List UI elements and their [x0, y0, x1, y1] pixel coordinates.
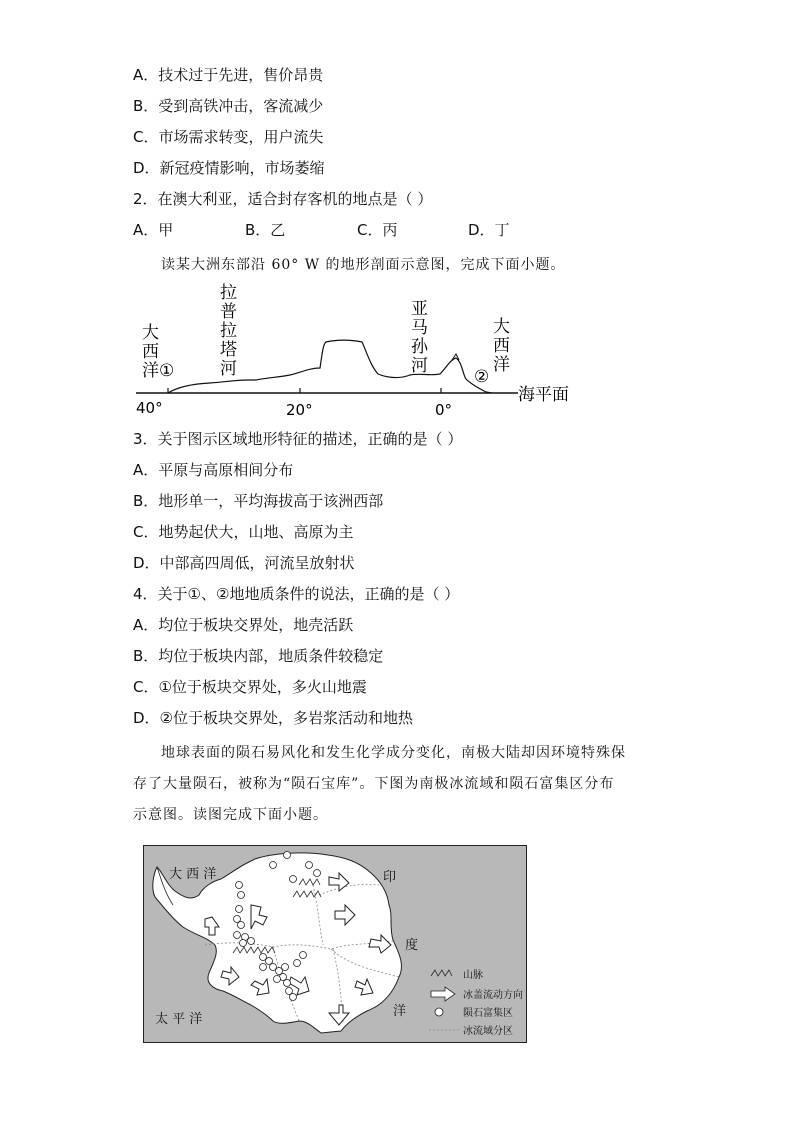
- plata-char-4: 塔: [220, 340, 237, 360]
- q4-option-a[interactable]: A．均位于板块交界处，地壳活跃: [133, 616, 354, 634]
- amazon-char-1: 亚: [411, 299, 428, 319]
- q4-stem: 4．关于①、②地地质条件的说法，正确的是（ ）: [133, 585, 460, 603]
- point-1-label: ①: [159, 361, 175, 381]
- plata-char-3: 拉: [220, 321, 237, 341]
- amazon-char-2: 马: [411, 318, 428, 338]
- legend-flow-label: 冰盖流动方向: [463, 990, 523, 1001]
- q1-option-c[interactable]: C．市场需求转变，用户流失: [133, 128, 324, 146]
- q3-option-b[interactable]: B．地形单一，平均海拔高于该洲西部: [133, 492, 384, 510]
- q2-option-c[interactable]: C．丙: [357, 221, 398, 239]
- q2-stem: 2．在澳大利亚，适合封存客机的地点是（ ）: [133, 190, 433, 208]
- amazon-char-4: 河: [411, 356, 428, 376]
- terrain-profile-line: [168, 340, 492, 393]
- antarctic-intro-line-2: 存了大量陨石，被称为“陨石宝库”。下图为南极冰流域和陨石富集区分布: [133, 776, 615, 792]
- right-ocean-char-1: 大: [493, 317, 510, 337]
- right-ocean-char-3: 洋: [493, 355, 510, 375]
- tick-label-40: 40°: [136, 399, 163, 417]
- left-ocean-char-3: 洋: [142, 361, 159, 381]
- map-atlantic-label: 大 西 洋: [169, 867, 217, 882]
- sea-level-label: 海平面: [518, 385, 569, 405]
- q2-option-b[interactable]: B．乙: [245, 221, 286, 239]
- q1-option-a[interactable]: A．技术过于先进，售价昂贵: [133, 66, 324, 84]
- profile-intro: 读某大洲东部沿 60° W 的地形剖面示意图，完成下面小题。: [161, 257, 566, 273]
- q3-option-a[interactable]: A．平原与高原相间分布: [133, 461, 294, 479]
- q2-options: [133, 220, 633, 240]
- q3-stem: 3．关于图示区域地形特征的描述，正确的是（ ）: [133, 430, 463, 448]
- tick-label-20: 20°: [286, 401, 313, 419]
- plata-char-5: 河: [220, 359, 237, 379]
- q1-option-b[interactable]: B．受到高铁冲击，客流减少: [133, 97, 324, 115]
- q4-option-c[interactable]: C．①位于板块交界处，多火山地震: [133, 678, 367, 696]
- antarctic-intro-line-1: 地球表面的陨石易风化和发生化学成分变化，南极大陆却因环境特殊保: [161, 745, 626, 761]
- q2-option-a[interactable]: A．甲: [133, 221, 174, 239]
- map-pacific-label: 太 平 洋: [155, 1012, 203, 1027]
- legend-divide-label: 冰流域分区: [463, 1026, 513, 1037]
- map-indian-char-3: 洋: [393, 1004, 407, 1019]
- q4-option-b[interactable]: B．均位于板块内部，地质条件较稳定: [133, 647, 384, 665]
- q1-option-d[interactable]: D．新冠疫情影响，市场萎缩: [133, 159, 325, 177]
- tick-label-0: 0°: [435, 401, 453, 419]
- left-ocean-char-1: 大: [142, 323, 159, 343]
- legend-mountain-label: 山脉: [463, 970, 483, 981]
- q4-option-d[interactable]: D．②位于板块交界处，多岩浆活动和地热: [133, 709, 413, 727]
- point-2-label: ②: [474, 367, 490, 387]
- q3-option-c[interactable]: C．地势起伏大，山地、高原为主: [133, 523, 354, 541]
- q2-option-d[interactable]: D．丁: [468, 221, 510, 239]
- plata-char-1: 拉: [220, 283, 237, 303]
- amazon-char-3: 孙: [411, 337, 428, 357]
- left-ocean-char-2: 西: [142, 342, 159, 362]
- q3-option-d[interactable]: D．中部高四周低，河流呈放射状: [133, 554, 355, 572]
- antarctic-intro-line-3: 示意图。读图完成下面小题。: [133, 807, 328, 823]
- right-ocean-char-2: 西: [493, 336, 510, 356]
- legend-meteorite-label: 陨石富集区: [463, 1008, 513, 1019]
- plata-char-2: 普: [220, 302, 237, 322]
- antarctica-map: [143, 845, 527, 1043]
- terrain-profile-figure: [130, 280, 580, 420]
- map-indian-char-2: 度: [405, 938, 419, 953]
- map-indian-char-1: 印: [383, 870, 397, 885]
- legend-meteorite-icon: [435, 1008, 443, 1016]
